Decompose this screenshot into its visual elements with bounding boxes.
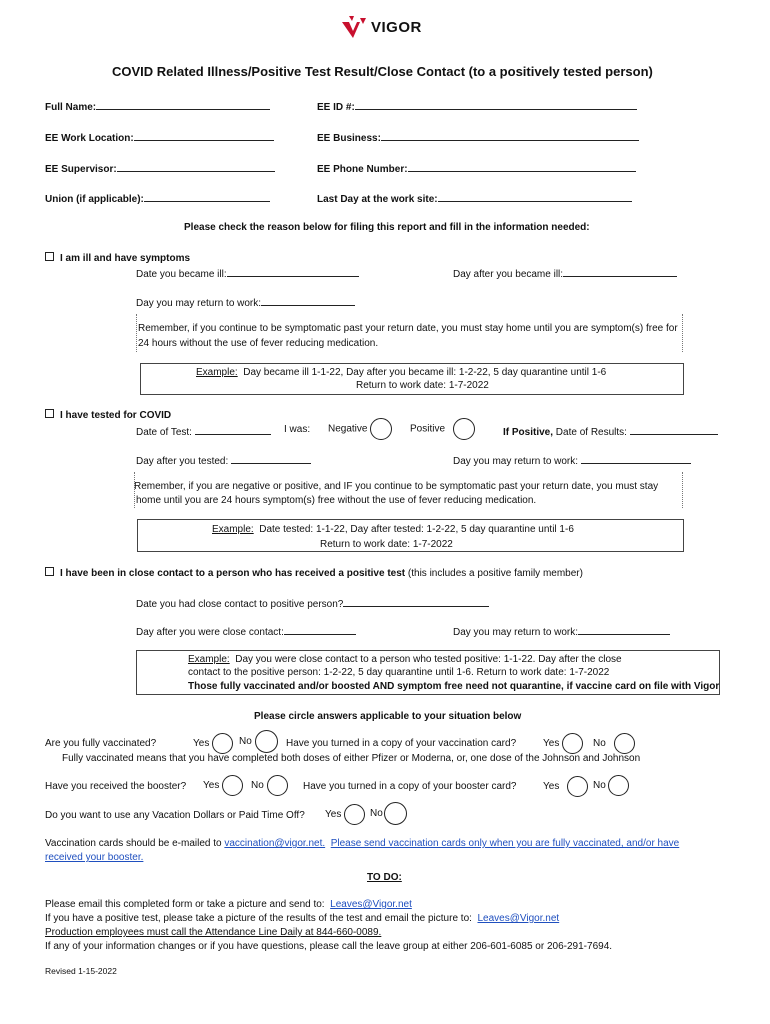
contact-date-input[interactable]: [343, 596, 489, 607]
tested-day-after-input[interactable]: [231, 453, 311, 464]
negative-option[interactable]: [328, 418, 392, 440]
positive-circle[interactable]: [453, 418, 475, 440]
contact-return-field[interactable]: [453, 624, 670, 638]
contact-day-after-input[interactable]: [284, 624, 356, 635]
booster-card-yes-circle-wrap[interactable]: [564, 776, 588, 797]
tested-example-line1: [212, 524, 574, 535]
vaccination-note-link-2[interactable]: received your booster.: [45, 852, 144, 863]
booster-yes-label: Yes: [203, 780, 220, 791]
ill-day-after-label: Day after you became ill:: [453, 269, 564, 280]
ill-date-label: Date you became ill:: [136, 269, 227, 280]
ill-example-line2: Return to work date: 1-7-2022: [356, 380, 489, 391]
fully-vaccinated-yes-circle[interactable]: [212, 733, 233, 754]
todo-line2-text: If you have a positive test, please take a picture of the results of the test and email the picture to:: [45, 913, 472, 924]
booster-card-yes-label: Yes: [543, 781, 560, 792]
booster-card-no[interactable]: [593, 775, 629, 796]
union-input[interactable]: [144, 191, 270, 202]
last-day-field[interactable]: [317, 191, 632, 205]
ill-date-input[interactable]: [227, 266, 359, 277]
contact-date-field[interactable]: [136, 596, 489, 610]
todo-line1-text: Please email this completed form or take a picture and send to:: [45, 899, 325, 910]
positive-label: Positive: [410, 423, 446, 435]
tested-day-after-field[interactable]: [136, 453, 311, 467]
vaccination-cards-line2: [45, 852, 143, 863]
tested-reminder-line1: Remember, if you are negative or positive, and IF you continue to be symptomatic past your return date, you must stay: [134, 481, 659, 492]
phone-label: EE Phone Number:: [317, 164, 408, 175]
contact-example-line3: Those fully vaccinated and/or boosted AND symptom free need not quarantine, if vaccine card on file with Vigor: [188, 681, 720, 692]
contact-example-line1: [188, 654, 622, 665]
brand-name: VIGOR: [371, 19, 422, 36]
tested-checkbox[interactable]: [45, 409, 54, 418]
positive-option[interactable]: [410, 418, 475, 440]
tested-example-text: Date tested: 1-1-22, Day after tested: 1-2-22, 5 day quarantine until 1-6: [259, 524, 574, 535]
ill-day-after-field[interactable]: [453, 266, 677, 280]
ill-reminder-line1: Remember, if you continue to be symptomatic past your return date, you must stay home until you are symptom(s) free for: [138, 323, 678, 334]
last-day-label: Last Day at the work site:: [317, 194, 438, 205]
ill-day-after-input[interactable]: [563, 266, 677, 277]
business-label: EE Business:: [317, 133, 381, 144]
contact-example-line2: contact to the positive person: 1-2-22, 5 day quarantine until 1-6. Return to work date: 1-7-2022: [188, 667, 610, 678]
vaccination-email-link[interactable]: vaccination@vigor.net.: [224, 838, 326, 849]
vaccination-card-no-circle[interactable]: [614, 733, 635, 754]
contact-return-label: Day you may return to work:: [453, 627, 579, 638]
vaccination-cards-line1: [45, 838, 679, 849]
test-date-field[interactable]: [136, 424, 271, 438]
ee-id-field[interactable]: [317, 99, 637, 113]
phone-input[interactable]: [408, 161, 636, 172]
booster-card-no-circle[interactable]: [608, 775, 629, 796]
turned-in-booster-question: Have you turned in a copy of your booster card?: [303, 781, 517, 792]
contact-example-label: Example:: [188, 654, 230, 665]
phone-field[interactable]: [317, 161, 636, 175]
ill-return-field[interactable]: [136, 295, 355, 309]
vaccination-card-no[interactable]: [593, 733, 635, 754]
vacation-no[interactable]: [370, 802, 407, 825]
booster-question: Have you received the booster?: [45, 781, 187, 792]
vacation-no-circle[interactable]: [384, 802, 407, 825]
vacation-yes-circle[interactable]: [344, 804, 365, 825]
i-was-label: I was:: [284, 424, 311, 435]
vaccination-card-no-label: No: [593, 738, 606, 749]
vaccination-note-link[interactable]: Please send vaccination cards only when you are fully vaccinated, and/or have: [330, 838, 680, 849]
test-date-label: Date of Test:: [136, 427, 192, 438]
vigor-logo: [340, 14, 435, 45]
ill-section-heading[interactable]: [45, 252, 190, 264]
vacation-question: Do you want to use any Vacation Dollars or Paid Time Off?: [45, 810, 305, 821]
fully-vaccinated-yes[interactable]: [193, 733, 233, 754]
booster-card-yes-circle[interactable]: [567, 776, 588, 797]
fully-vaccinated-question: Are you fully vaccinated?: [45, 738, 157, 749]
leaves-email-link[interactable]: Leaves@Vigor.net: [330, 899, 412, 910]
instruction-text: Please check the reason below for filing this report and fill in the information needed:: [184, 222, 590, 233]
todo-line4: If any of your information changes or if you have questions, please call the leave group at either 206-601-6085 or 206-291-7694.: [45, 941, 613, 952]
business-input[interactable]: [381, 130, 639, 141]
tested-example-label: Example:: [212, 524, 254, 535]
vacation-no-label: No: [370, 808, 383, 819]
ill-example-line1: [196, 367, 606, 378]
work-location-field[interactable]: [45, 130, 274, 144]
results-date-field[interactable]: [503, 424, 718, 438]
contact-heading-label: I have been in close contact to a person who has received a positive test: [60, 568, 406, 579]
supervisor-input[interactable]: [117, 161, 275, 172]
supervisor-label: EE Supervisor:: [45, 164, 117, 175]
booster-no-circle[interactable]: [267, 775, 288, 796]
results-date-input[interactable]: [630, 424, 718, 435]
ill-reminder-line2: 24 hours without the use of fever reducing medication.: [138, 338, 379, 349]
fully-vaccinated-no[interactable]: [239, 730, 278, 753]
booster-card-yes[interactable]: [543, 781, 559, 792]
work-location-label: EE Work Location:: [45, 133, 134, 144]
vaccination-card-yes[interactable]: [543, 733, 583, 754]
tested-section-heading[interactable]: [45, 409, 171, 421]
full-name-input[interactable]: [96, 99, 270, 110]
tested-return-field[interactable]: [453, 453, 691, 467]
booster-yes-circle[interactable]: [222, 775, 243, 796]
tested-reminder-line2: home until you are 24 hours symptom(s) free without the use of fever reducing medication.: [136, 495, 537, 506]
contact-date-label: Date you had close contact to positive person?: [136, 599, 344, 610]
vaccination-card-yes-circle[interactable]: [562, 733, 583, 754]
last-day-input[interactable]: [438, 191, 632, 202]
vacation-yes[interactable]: [325, 804, 365, 825]
negative-circle[interactable]: [370, 418, 392, 440]
ill-return-input[interactable]: [261, 295, 355, 306]
leaves-email-link-2[interactable]: Leaves@Vigor.net: [477, 913, 560, 924]
booster-yes[interactable]: [203, 775, 243, 796]
supervisor-field[interactable]: [45, 161, 275, 175]
booster-card-no-label: No: [593, 780, 606, 791]
tested-heading-label: I have tested for COVID: [60, 410, 172, 421]
ill-checkbox[interactable]: [45, 252, 54, 261]
contact-example-text: Day you were close contact to a person who tested positive: 1-1-22. Day after the close: [235, 654, 622, 665]
todo-heading: TO DO:: [367, 872, 402, 883]
ill-return-label: Day you may return to work:: [136, 298, 262, 309]
vacation-yes-label: Yes: [325, 809, 342, 820]
tested-example-line2: Return to work date: 1-7-2022: [320, 539, 453, 550]
booster-no-label: No: [251, 780, 264, 791]
ill-date-field[interactable]: [136, 266, 359, 280]
ill-example-text: Day became ill 1-1-22, Day after you became ill: 1-2-22, 5 day quarantine until 1-6: [243, 367, 607, 378]
ee-id-label: EE ID #:: [317, 102, 355, 113]
contact-section-heading[interactable]: [45, 567, 583, 579]
revised-date: Revised 1-15-2022: [45, 966, 117, 976]
full-name-label: Full Name:: [45, 102, 97, 113]
fully-vaccinated-yes-label: Yes: [193, 738, 210, 749]
contact-return-input[interactable]: [578, 624, 670, 635]
ill-example-label: Example:: [196, 367, 238, 378]
booster-no[interactable]: [251, 775, 288, 796]
negative-label: Negative: [328, 423, 368, 435]
results-date-label: Date of Results:: [555, 427, 627, 438]
if-positive-label: If Positive,: [503, 427, 554, 438]
union-field[interactable]: [45, 191, 270, 205]
form-title: COVID Related Illness/Positive Test Result/Close Contact (to a positively tested person): [112, 64, 653, 79]
vaccination-cards-text: Vaccination cards should be e-mailed to: [45, 838, 222, 849]
fully-vaccinated-no-label: No: [239, 736, 252, 747]
todo-line2: [45, 913, 559, 924]
fully-vaccinated-no-circle[interactable]: [255, 730, 278, 753]
todo-line3: Production employees must call the Attendance Line Daily at 844-660-0089.: [45, 927, 382, 938]
tested-return-label: Day you may return to work:: [453, 456, 579, 467]
contact-day-after-field[interactable]: [136, 624, 356, 638]
tested-day-after-label: Day after you tested:: [136, 456, 229, 467]
todo-line1: [45, 899, 412, 910]
ill-heading-label: I am ill and have symptoms: [60, 253, 191, 264]
vaccination-card-yes-label: Yes: [543, 738, 560, 749]
contact-heading-note: (this includes a positive family member): [407, 568, 583, 579]
test-date-input[interactable]: [195, 424, 271, 435]
fully-vaccinated-note: Fully vaccinated means that you have completed both doses of either Pfizer or Moderna, or, one dose of the Johnson and Johnson: [62, 753, 641, 764]
tested-return-input[interactable]: [581, 453, 691, 464]
full-name-field[interactable]: [45, 99, 270, 113]
turned-in-vaccination-question: Have you turned in a copy of your vaccination card?: [286, 738, 517, 749]
business-field[interactable]: [317, 130, 639, 144]
ee-id-input[interactable]: [355, 99, 637, 110]
work-location-input[interactable]: [134, 130, 274, 141]
union-label: Union (if applicable):: [45, 194, 144, 205]
contact-checkbox[interactable]: [45, 567, 54, 576]
contact-day-after-label: Day after you were close contact:: [136, 627, 284, 638]
circle-heading: Please circle answers applicable to your situation below: [254, 711, 522, 722]
